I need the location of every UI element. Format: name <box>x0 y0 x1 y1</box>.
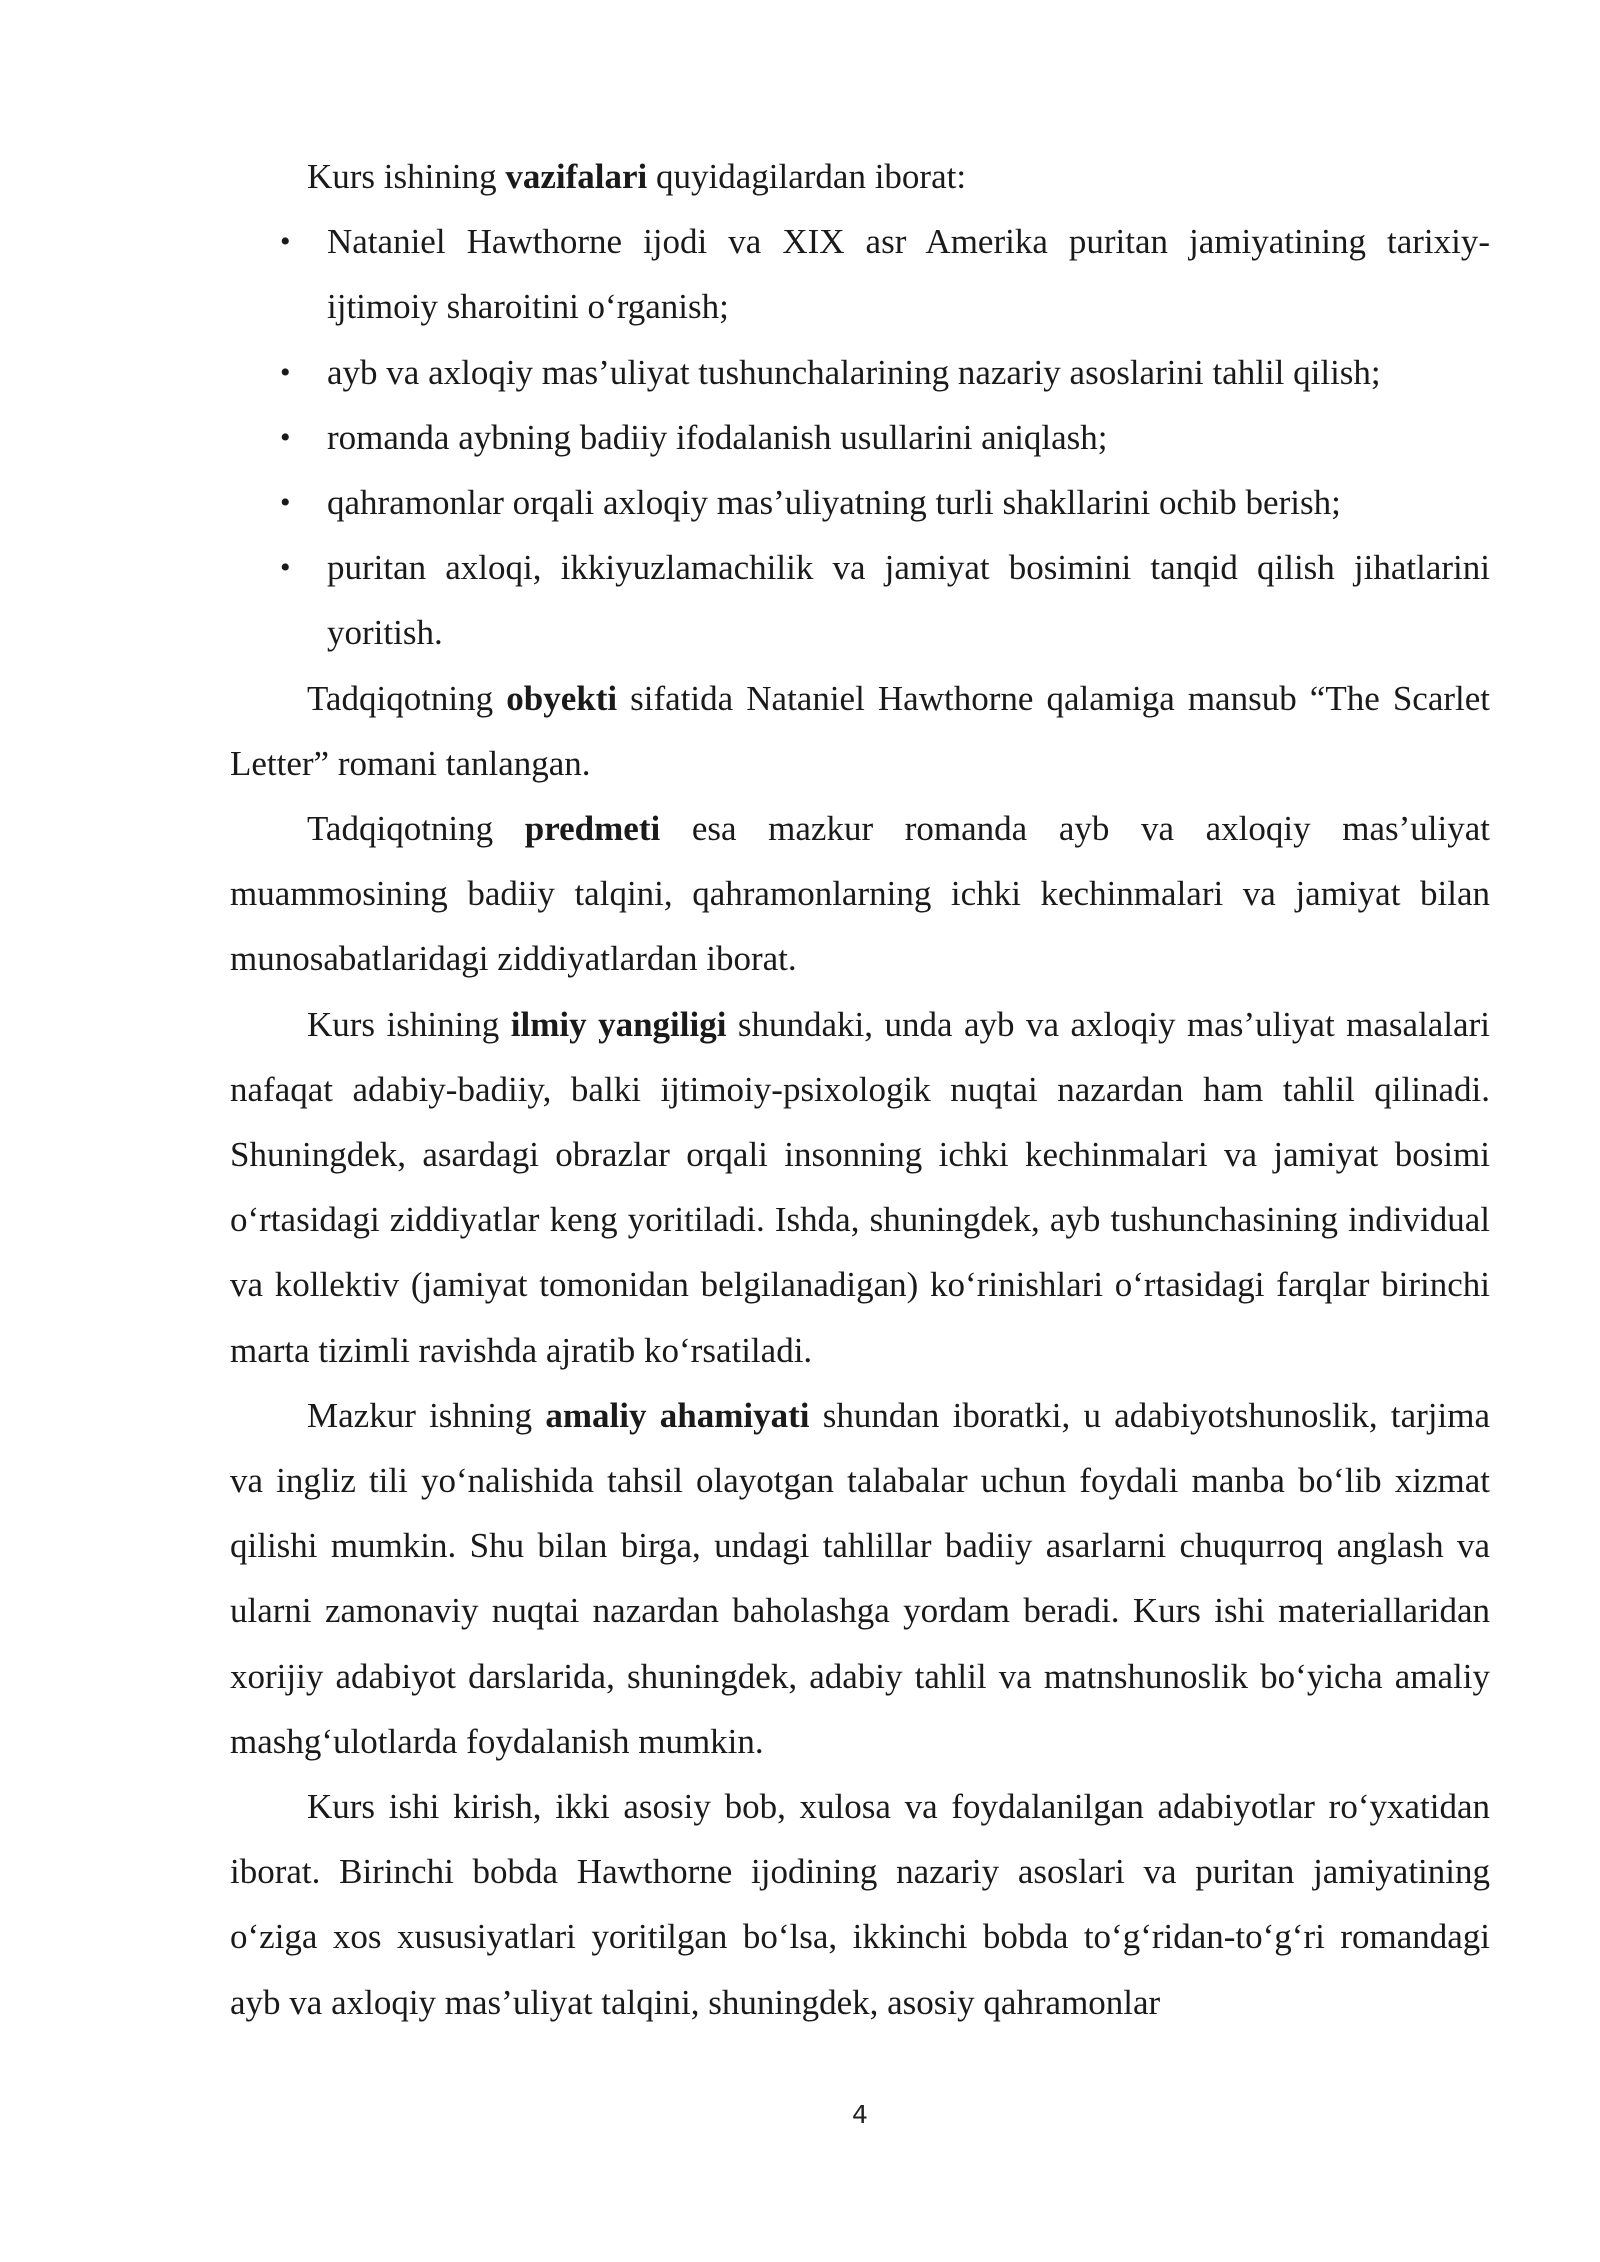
novelty-term: ilmiy yangiligi <box>510 1004 727 1044</box>
structure-paragraph: Kurs ishi kirish, ikki asosiy bob, xulosa va foydalanilgan adabiyotlar ro‘yxatidan iborat. Birinchi bobda Hawthorne ijodining nazariy asoslari va puritan jamiyatining o‘ziga xos xususiyatlari yoritilgan bo‘lsa, ikkinchi bobda to‘g‘ridan-to‘g‘ri romandagi ayb va axloqiy mas’uliyat talqini, shuningdek, asosiy qahramonlar <box>230 1787 1490 2022</box>
bullet-icon: • <box>280 225 291 259</box>
list-item: • romanda aybning badiiy ifodalanish usullarini aniqlash; <box>230 405 1490 470</box>
research-subject-paragraph: Tadqiqotning predmeti esa mazkur romanda ayb va axloqiy mas’uliyat muammosining badiiy talqini, qahramonlarning ichki kechinmalari va jamiyat bilan munosabatlaridagi ziddiyatlardan iborat. <box>230 809 1490 979</box>
bullet-icon: • <box>280 420 291 454</box>
bullet-icon: • <box>280 551 291 585</box>
tasks-term: vazifalari <box>505 157 648 196</box>
bullet-icon: • <box>280 486 291 520</box>
practical-significance-paragraph: Mazkur ishning amaliy ahamiyati shundan iboratki, u adabiyotshunoslik, tarjima va ingliz tili yo‘nalishida tahsil olayotgan talabalar uchun foydali manba bo‘lib xizmat qilishi mumkin. Shu bilan birga, undagi tahlillar badiiy asarlarni chuqurroq anglash va ularni zamonaviy nuqtai nazardan baholashga yordam beradi. Kurs ishi materiallaridan xorijiy adabiyot darslarida, shuningdek, adabiy tahlil va matnshunoslik bo‘yicha amaliy mashg‘ulotlarda foydalanish mumkin. <box>230 1395 1490 1761</box>
object-term: obyekti <box>506 678 618 718</box>
document-page <box>230 144 1490 2035</box>
subject-term: predmeti <box>524 809 661 849</box>
practical-term: amaliy ahamiyati <box>545 1395 810 1435</box>
scientific-novelty-paragraph: Kurs ishining ilmiy yangiligi shundaki, unda ayb va axloqiy mas’uliyat masalalari nafaqat adabiy-badiiy, balki ijtimoiy-psixologik nuqtai nazardan ham tahlil qilinadi. Shuningdek, asardagi obrazlar orqali insonning ichki kechinmalari va jamiyat bosimi o‘rtasidagi ziddiyatlar keng yoritiladi. Ishda, shuningdek, ayb tushunchasining individual va kollektiv (jamiyat tomonidan belgilanadigan) ko‘rinishlari o‘rtasidagi farqlar birinchi marta tizimli ravishda ajratib ko‘rsatiladi. <box>230 1004 1490 1370</box>
list-item: • ayb va axloqiy mas’uliyat tushunchalarining nazariy asoslarini tahlil qilish; <box>230 340 1490 405</box>
research-object-paragraph: Tadqiqotning obyekti sifatida Nataniel Hawthorne qalamiga mansub “The Scarlet Letter” romani tanlangan. <box>230 678 1490 783</box>
list-item: • qahramonlar orqali axloqiy mas’uliyatning turli shakllarini ochib berish; <box>230 470 1490 535</box>
tasks-intro: Kurs ishining vazifalari quyidagilardan iborat: <box>307 157 967 196</box>
bullet-icon: • <box>280 355 291 389</box>
page-number: 4 <box>852 2100 868 2129</box>
list-item: • Nataniel Hawthorne ijodi va XIX asr Amerika puritan jamiyatining tarixiy-ijtimoiy sharoitini o‘rganish; <box>230 209 1490 339</box>
tasks-list <box>230 209 1490 665</box>
list-item: • puritan axloqi, ikkiyuzlamachilik va jamiyat bosimini tanqid qilish jihatlarini yoritish. <box>230 535 1490 665</box>
